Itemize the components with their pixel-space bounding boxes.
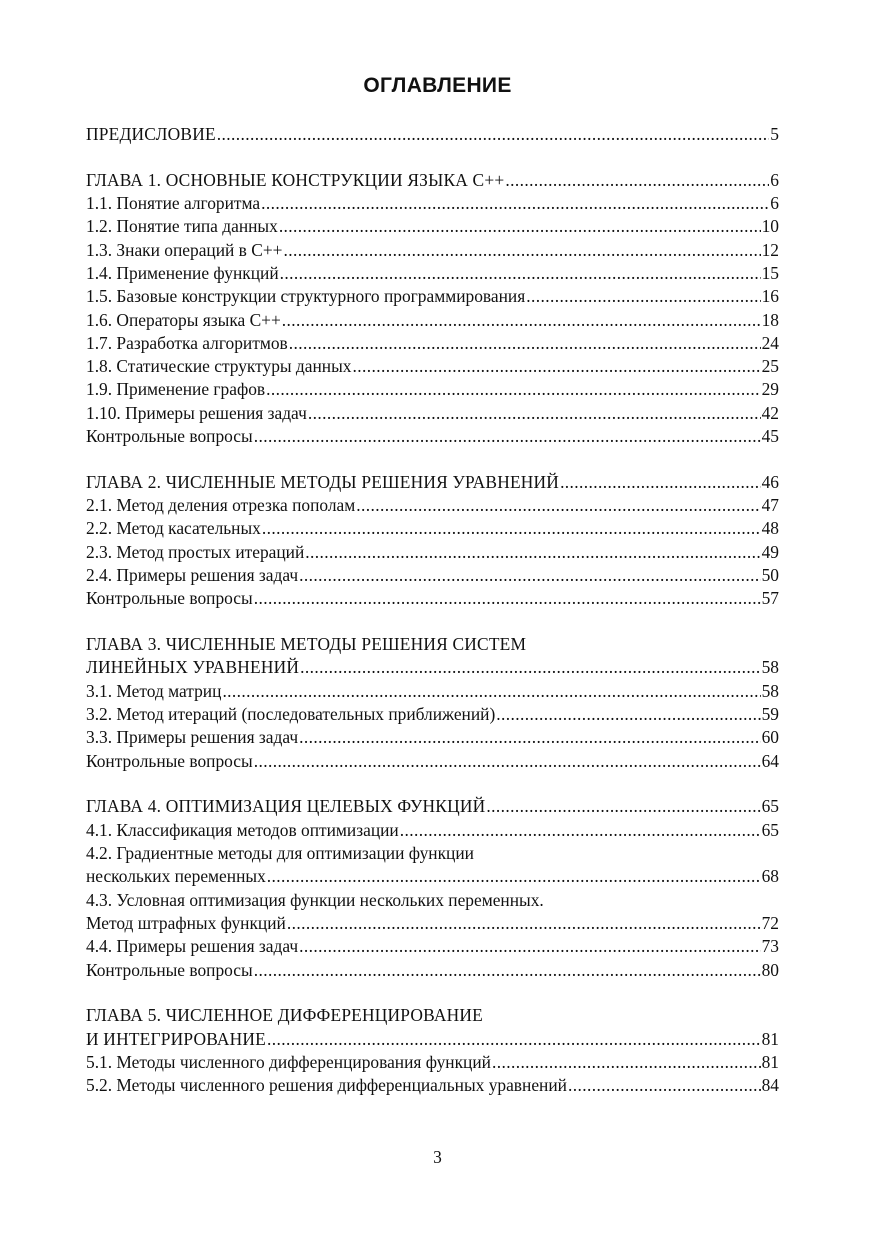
dot-leader: [353, 355, 761, 378]
dot-leader: [266, 378, 760, 401]
dot-leader: [254, 750, 761, 773]
toc-entry-label: 3.3. Примеры решения задач: [86, 727, 299, 748]
dot-leader: [261, 192, 769, 215]
toc-entry-label: 1.10. Примеры решения задач: [86, 402, 307, 423]
dot-leader: [217, 123, 770, 146]
toc-entry-label: 5.1. Методы численного дифференцирования функций: [86, 1051, 491, 1072]
toc-entry-label: 1.6. Операторы языка С++: [86, 309, 281, 330]
toc-entry-page: 18: [761, 309, 779, 330]
toc-entry-page: 6: [770, 169, 779, 190]
dot-leader: [254, 959, 761, 982]
dot-leader: [289, 332, 761, 355]
toc-entry-page: 57: [761, 588, 779, 609]
dot-leader: [305, 541, 760, 564]
dot-leader: [280, 262, 761, 285]
toc-entry[interactable]: [86, 819, 779, 842]
dot-leader: [308, 402, 761, 425]
toc-entry[interactable]: [86, 680, 779, 703]
toc-entry-page: 6: [770, 193, 779, 214]
toc-entry-label: 4.1. Классификация методов оптимизации: [86, 819, 399, 840]
dot-leader: [267, 1028, 761, 1051]
dot-leader: [282, 309, 761, 332]
toc-entry[interactable]: [86, 564, 779, 587]
toc-entry-page: 68: [761, 866, 779, 887]
toc-entry-page: 16: [761, 286, 779, 307]
dot-leader: [560, 471, 761, 494]
toc-chapter-heading-line1[interactable]: ГЛАВА 5. ЧИСЛЕННОЕ ДИФФЕРЕНЦИРОВАНИЕ: [86, 1005, 483, 1026]
toc-entry[interactable]: [86, 541, 779, 564]
toc-entry-page: 72: [761, 912, 779, 933]
toc-chapter-4: [86, 795, 779, 981]
toc-entry-page: 49: [761, 541, 779, 562]
toc-entry-page: 65: [761, 819, 779, 840]
page-title: ОГЛАВЛЕНИЕ: [363, 74, 512, 97]
toc-chapter-5: [86, 1004, 779, 1097]
dot-leader: [492, 1051, 761, 1074]
toc-entry[interactable]: [86, 402, 779, 425]
toc-entry-label: Контрольные вопросы: [86, 750, 253, 771]
dot-leader: [267, 865, 761, 888]
toc-entry-page: 24: [761, 332, 779, 353]
toc-chapter-2: [86, 471, 779, 611]
toc-entry-page: 59: [761, 704, 779, 725]
dot-leader: [222, 680, 760, 703]
toc-entry-label: 1.4. Применение функций: [86, 262, 279, 283]
toc-entry[interactable]: [86, 959, 779, 982]
toc-entry[interactable]: [86, 285, 779, 308]
dot-leader: [300, 656, 761, 679]
toc-entry-label: 5.2. Методы численного решения дифференциальных уравнений: [86, 1075, 567, 1096]
toc-entry[interactable]: [86, 912, 779, 935]
toc-entry-page: 42: [761, 402, 779, 423]
toc-entry-page: 25: [761, 356, 779, 377]
toc-entry-line1[interactable]: 4.3. Условная оптимизация функции нескольких переменных.: [86, 889, 544, 910]
toc-chapter-heading[interactable]: [86, 795, 779, 818]
dot-leader: [283, 239, 760, 262]
toc-entry-page: 64: [761, 750, 779, 771]
dot-leader: [299, 564, 760, 587]
dot-leader: [262, 517, 761, 540]
toc-entry-label: ПРЕДИСЛОВИЕ: [86, 124, 216, 144]
toc-chapter-heading[interactable]: [86, 471, 779, 494]
toc-chapter-heading[interactable]: [86, 1028, 779, 1051]
toc-entry-page: 84: [761, 1075, 779, 1096]
dot-leader: [568, 1074, 761, 1097]
dot-leader: [254, 425, 761, 448]
toc-entry-page: 73: [761, 936, 779, 957]
toc-entry-label: Контрольные вопросы: [86, 959, 253, 980]
dot-leader: [486, 795, 760, 818]
dot-leader: [287, 912, 761, 935]
toc-entry[interactable]: [86, 726, 779, 749]
toc-entry-label: ГЛАВА 4. ОПТИМИЗАЦИЯ ЦЕЛЕВЫХ ФУНКЦИЙ: [86, 796, 486, 817]
toc-entry-label: ГЛАВА 2. ЧИСЛЕННЫЕ МЕТОДЫ РЕШЕНИЯ УРАВНЕНИЙ: [86, 471, 560, 492]
toc-entry-page: 80: [761, 959, 779, 980]
dot-leader: [526, 285, 760, 308]
dot-leader: [496, 703, 760, 726]
toc-entry[interactable]: [86, 239, 779, 262]
toc-entry[interactable]: [86, 865, 779, 888]
toc-entry-page: 60: [761, 727, 779, 748]
dot-leader: [254, 587, 761, 610]
toc-entry-label: 1.8. Статические структуры данных: [86, 356, 352, 377]
page-number: 3: [433, 1147, 442, 1167]
toc-entry-label: 2.1. Метод деления отрезка пополам: [86, 495, 356, 516]
toc-entry[interactable]: [86, 332, 779, 355]
toc-entry-label: И ИНТЕГРИРОВАНИЕ: [86, 1028, 267, 1049]
toc-entry-page: 47: [761, 495, 779, 516]
toc-entry-label: 1.9. Применение графов: [86, 379, 266, 400]
toc-entry-page: 45: [761, 426, 779, 447]
toc-entry[interactable]: [86, 517, 779, 540]
toc-entry-page: 58: [761, 680, 779, 701]
toc-entry-page: 12: [761, 239, 779, 260]
toc-entry[interactable]: [86, 1051, 779, 1074]
toc-entry-page: 5: [770, 124, 779, 144]
toc-entry-page: 15: [761, 262, 779, 283]
toc-entry-label: Контрольные вопросы: [86, 426, 253, 447]
toc-entry-page: 48: [761, 518, 779, 539]
toc-entry-label: Метод штрафных функций: [86, 912, 286, 933]
toc-entry-page: 81: [761, 1028, 779, 1049]
dot-leader: [279, 215, 761, 238]
toc-entry-preface[interactable]: [86, 123, 779, 146]
toc-entry[interactable]: [86, 750, 779, 773]
toc-entry-label: ГЛАВА 1. ОСНОВНЫЕ КОНСТРУКЦИИ ЯЗЫКА С++: [86, 169, 505, 190]
toc-chapter-heading[interactable]: [86, 656, 779, 679]
toc-entry-label: 3.2. Метод итераций (последовательных приближений): [86, 704, 496, 725]
toc-entry[interactable]: [86, 192, 779, 215]
toc-entry[interactable]: [86, 215, 779, 238]
toc-chapter-3: [86, 633, 779, 773]
toc-entry-page: 29: [761, 379, 779, 400]
dot-leader: [400, 819, 761, 842]
toc-entry-page: 58: [761, 657, 779, 678]
toc-entry[interactable]: [86, 494, 779, 517]
toc-entry[interactable]: [86, 935, 779, 958]
toc-entry-page: 81: [761, 1051, 779, 1072]
toc-entry-label: 1.2. Понятие типа данных: [86, 216, 278, 237]
table-of-contents: [86, 123, 779, 1120]
dot-leader: [299, 726, 760, 749]
toc-entry[interactable]: [86, 262, 779, 285]
toc-entry-page: 10: [761, 216, 779, 237]
toc-entry-page: 65: [761, 796, 779, 817]
dot-leader: [299, 935, 760, 958]
toc-chapter-heading-line1[interactable]: ГЛАВА 3. ЧИСЛЕННЫЕ МЕТОДЫ РЕШЕНИЯ СИСТЕМ: [86, 634, 527, 655]
toc-entry[interactable]: [86, 425, 779, 448]
toc-chapter-heading[interactable]: [86, 169, 779, 192]
toc-preface-block: [86, 123, 779, 146]
toc-entry[interactable]: [86, 378, 779, 401]
toc-entry[interactable]: [86, 1074, 779, 1097]
toc-entry-label: 4.4. Примеры решения задач: [86, 936, 299, 957]
toc-entry-label: 1.3. Знаки операций в С++: [86, 239, 283, 260]
toc-entry-label: 2.3. Метод простых итераций: [86, 541, 305, 562]
toc-entry-label: 2.4. Примеры решения задач: [86, 565, 299, 586]
toc-entry-label: Контрольные вопросы: [86, 588, 253, 609]
toc-entry-label: нескольких переменных: [86, 866, 266, 887]
toc-entry-label: 3.1. Метод матриц: [86, 680, 222, 701]
toc-chapter-1: [86, 169, 779, 449]
toc-entry-label: ЛИНЕЙНЫХ УРАВНЕНИЙ: [86, 657, 300, 678]
toc-entry-page: 50: [761, 565, 779, 586]
toc-entry-label: 1.7. Разработка алгоритмов: [86, 332, 288, 353]
toc-entry-label: 1.5. Базовые конструкции структурного программирования: [86, 286, 526, 307]
dot-leader: [505, 169, 769, 192]
toc-entry[interactable]: [86, 703, 779, 726]
toc-entry-label: 2.2. Метод касательных: [86, 518, 261, 539]
toc-entry[interactable]: [86, 355, 779, 378]
toc-entry[interactable]: [86, 309, 779, 332]
toc-entry-page: 46: [761, 471, 779, 492]
toc-entry-label: 1.1. Понятие алгоритма: [86, 193, 261, 214]
toc-entry[interactable]: [86, 587, 779, 610]
dot-leader: [356, 494, 760, 517]
toc-entry-line1[interactable]: 4.2. Градиентные методы для оптимизации функции: [86, 843, 474, 864]
